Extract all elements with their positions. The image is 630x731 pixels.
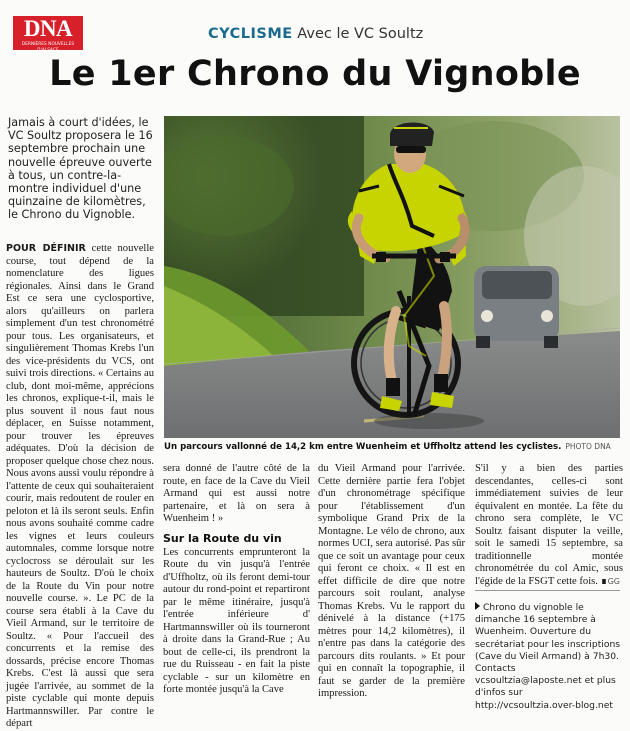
logo-text: DNA [23,16,73,41]
cyclist-photo [164,116,620,438]
info-text: Chrono du vignoble le dimanche 16 septembre à Wuenheim. Ouverture du secrétariat pour les inscriptions (Cave du Vieil Armand) à 7h30. Contacts vcsoultzia@laposte.net et plus d'infos sur http://vcsoultzia.over-blog.net [475,602,621,711]
photo-credit: PHOTO DNA [565,442,611,451]
dna-logo [13,16,83,50]
section-label: CYCLISME [208,26,293,42]
caption-text: Un parcours vallonné de 14,2 km entre Wuenheim et Uffholtz attend les cyclistes. [164,442,562,452]
run-in: POUR DÉFINIR [6,243,86,254]
col3-text: du Vieil Armand pour l'arrivée. Cette dernière partie fera l'objet d'un chronométrage spécifique pour l'établissement d'un symbolique Grand Prix de la Montagne. Le vélo de chrono, aux normes UCI, sera autorisé. Pas sûr que ce soit un avantage pour ceux qui feront ce choix. « Il est en effet difficile de dire que notre parcours soit roulant, analyse Thomas Krebs. Vu le rapport du dénivelé à la distance (+175 mètres pour 14,2 kilomètres), il n'entre pas dans la catégorie des parcours dits roulants. » Et pour qui en connaît la topographie, il faut se garder de la première impression. [318,463,465,699]
section-subtitle: Avec le VC Soultz [297,26,424,42]
author-signature: GG [607,577,620,586]
logo-tagline: DERNIÈRES NOUVELLES D'ALSACE [21,41,75,52]
info-box [475,602,623,712]
col1-text: cette nouvelle course, tout dépend de la nomenclature des ligues régionales. Ainsi dans le Grand Est ce sera une cyclosportive, alors qu'ailleurs on parlera simplement d'un test chronométré pour tous. Les organisateurs, et singulièrement Thomas Krebs l'un des vice-présidents du VCS, ont suivi trois directions. « Certains au club, dont moi-même, apprécions les chronos, explique-t-il, mais le plus souvent il nous faut nous déplacer, en Suisse notamment, pour trouver les épreuves adéquates. D'où la décision de proposer quelque chose chez nous. Nous avons aussi voulu répondre à l'attente de ceux qui souhaiteraient courir, mais redoutent de rouler en peloton et là ils seront seuls. Enfin nous avons souhaité comme cadre les vignes et leurs couleurs automnales, comme lorsque notre cyclocross se déroulait sur les hauteurs de Soultz. D'où le choix de la Route du Vin pour notre nouvelle course. ». Le PC de la course sera établi à la Cave du Vieil Armand, sur le territoire de Soultz. « Pour l'accueil des concurrents et la remise des dossards, précise encore Thomas Krebs. C'est là aussi que sera jugée l'arrivée, au sommet de la piste cyclable qui monte depuis Hartmannswiller. Par contre le départ [6,243,154,729]
headline: Le 1er Chrono du Vignoble [49,54,581,94]
intertitle: Sur la Route du vin [163,531,282,545]
col2-text-a: sera donné de l'autre côté de la route, en face de la Cave du Vieil Armand qui est aussi notre partenaire, et là on sera à Wuenheim ! » [163,463,310,524]
divider [475,590,620,591]
body-column-2 [163,463,310,697]
body-column-3 [318,463,465,701]
col2-text-b: Les concurrents emprunteront la Route du vin jusqu'à l'entrée d'Uffholtz, où ils feront demi-tour autour du rond-point et repartiront par le même itinéraire, jusqu'à l'entrée inférieure d' Hartmannswiller où ils tourneront à droite dans la Grand-Rue ; Au bout de celle-ci, ils prendront la rue du Ruisseau - en fait la piste cyclable - sur un kilomètre en forte montée jusqu'à la Cave [163,546,310,695]
photo-caption [164,441,620,453]
body-column-1 [6,243,154,731]
section-kicker [208,25,423,43]
body-column-4 [475,463,623,588]
lead-paragraph: Jamais à court d'idées, le VC Soultz proposera le 16 septembre prochain une nouvelle épreuve ouverte à tous, un contre-la-montre individuel d'une quinzaine de kilomètres, le Chrono du Vignoble. [8,116,153,222]
col4-text: S'il y a bien des parties descendantes, celles-ci sont immédiatement suivies de leur équivalent en montée. La fête du chrono sera complète, le VC Soultz faisant disputer la veille, soit le samedi 15 septembre, sa traditionnelle montée chronométrée du col Amic, sous l'égide de la FSGT cette fois. ∎ [475,463,623,587]
bullet-arrow-icon [475,602,480,610]
